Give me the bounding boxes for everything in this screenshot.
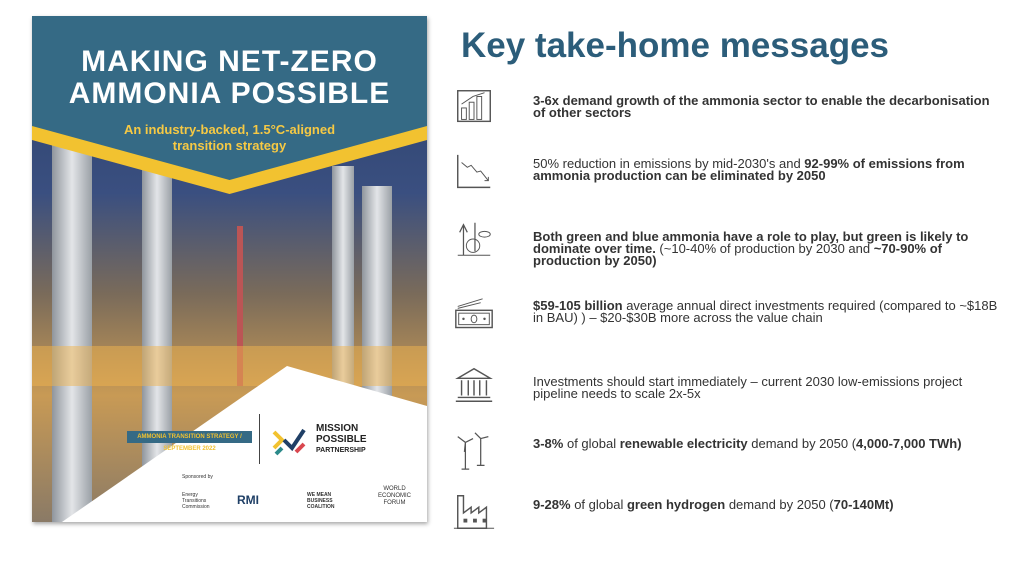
wind-turbines-icon	[452, 429, 496, 473]
message-segment: 3-8%	[533, 436, 564, 451]
message-item	[452, 214, 1012, 268]
message-segment: Both green and blue ammonia have a role to play, but green is likely to dominate over time.	[533, 229, 969, 256]
message-segment: (~10-40% of production by 2030 and	[655, 241, 874, 256]
message-item	[452, 426, 1012, 476]
cover-strip: AMMONIA TRANSITION STRATEGY / SEPTEMBER 2022	[127, 431, 252, 443]
message-segment: ~70-90% of production by 2050)	[533, 241, 943, 268]
message-segment: of global	[563, 436, 620, 451]
message-segment: demand by 2050 (	[725, 497, 834, 512]
message-segment: 70-140Mt)	[833, 497, 894, 512]
message-text	[533, 231, 1003, 267]
mpp-logo-icon	[270, 420, 308, 458]
cover-subtitle: An industry-backed, 1.5°C-aligned transition strategy	[123, 122, 336, 153]
message-segment: 92-99% of emissions from ammonia production can be eliminated by 2050	[533, 156, 965, 183]
message-segment: renewable electricity	[619, 436, 748, 451]
mission-possible-logo: MISSION POSSIBLE PARTNERSHIP	[259, 414, 367, 464]
etc-logo: Energy Transitions Commission	[182, 492, 210, 510]
wmb-logo: WE MEAN BUSINESS COALITION	[307, 492, 335, 510]
message-text	[533, 438, 1003, 450]
message-segment: 3-6x demand growth of the ammonia sector to enable the decarbonisation of other sectors	[533, 93, 990, 120]
message-text	[533, 499, 1003, 511]
bank-icon	[452, 363, 496, 407]
message-item	[452, 360, 1012, 410]
message-item	[452, 82, 1012, 132]
message-segment: 9-28%	[533, 497, 571, 512]
message-text	[533, 376, 1003, 400]
message-segment: $59-105 billion	[533, 298, 623, 313]
message-item	[452, 487, 1012, 537]
message-segment: green hydrogen	[626, 497, 726, 512]
page-title: Key take-home messages	[461, 26, 889, 65]
message-segment: demand by 2050 (	[747, 436, 857, 451]
declining-chart-icon	[452, 151, 496, 195]
report-cover	[32, 16, 427, 522]
sponsored-by: Sponsored by	[182, 474, 213, 480]
message-segment: Investments should start immediately – current 2030 low-emissions project pipeline needs to scale 2x-5x	[533, 374, 963, 401]
wef-logo: WORLD ECONOMIC FORUM	[378, 486, 411, 506]
cover-title: MAKING NET-ZERO AMMONIA POSSIBLE	[68, 45, 391, 110]
message-text	[533, 300, 1003, 324]
message-text	[533, 158, 1003, 182]
factory-icon	[452, 490, 496, 534]
message-segment: 4,000-7,000 TWh)	[856, 436, 962, 451]
message-item	[452, 292, 1012, 342]
money-icon	[452, 295, 496, 339]
rmi-logo: RMI	[237, 493, 259, 507]
message-segment: 50% reduction in emissions by mid-2030's and	[533, 156, 805, 171]
wind-turbine-plant-icon	[452, 217, 496, 261]
message-segment: of global	[570, 497, 627, 512]
message-text	[533, 95, 1003, 119]
message-item	[452, 148, 1012, 198]
bar-chart-growth-icon	[452, 85, 496, 129]
message-segment: average annual direct investments required (compared to ~$18B in BAU) ) – $20-$30B more across the value chain	[533, 298, 998, 325]
